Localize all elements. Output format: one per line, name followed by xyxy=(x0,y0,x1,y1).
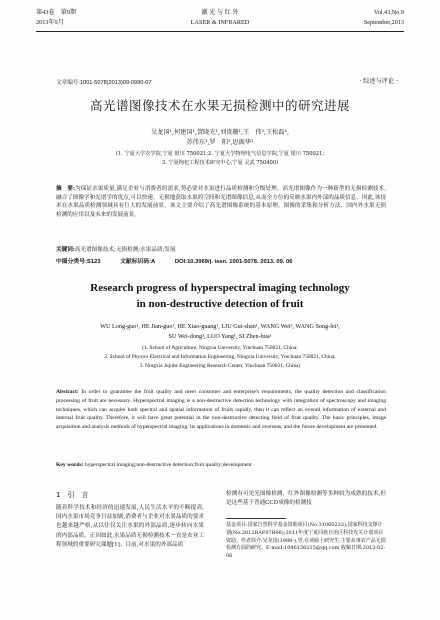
title-en-line: Research progress of hyperspectral imaging technology xyxy=(90,282,350,294)
header-journal-cn: 激 光 与 红 外 xyxy=(201,9,239,16)
abstract-chinese xyxy=(56,185,386,219)
keywords-cn-text: 高光谱图像技术;无损检测;水果品质;发展 xyxy=(74,247,176,253)
doi: DOI:10.3969/j. issn. 1001-5078. 2013. 09. 06 xyxy=(174,259,293,265)
classification-line xyxy=(56,256,386,265)
affiliation-cn-line: 3. 宁夏枸杞工程技术研究中心,宁夏 灵武 750400) xyxy=(161,160,279,166)
document-code: 文献标识码:A xyxy=(120,259,156,265)
affiliation-en-line: 3. Ningxia Jujube Engineering Research Center, Yinchuan 750021, China) xyxy=(139,363,301,369)
intro-heading: 1 引 言 xyxy=(56,491,89,499)
affiliation-en-line: (1. School of Agriculture, Ningxia University, Yinchuan 750021, China; xyxy=(142,345,298,351)
section-label: · 综述与评论 · xyxy=(359,78,398,85)
intro-left-column: 随着科学技术和经济的迅速发展,人民生活水平的不断提高,国内水果市场竞争日益加剧,消费者与企业对水果品质的要求也越来越严格,从以往仅关注水果的外部品质,逐步转向水果的内部品质。正因如此,水果品质无损检测技术一直是农业工程领域的重要研究课题[1]。目前,对水果的外部品质 xyxy=(56,505,204,548)
keywords-english xyxy=(56,462,386,468)
affiliations-chinese xyxy=(70,150,370,168)
authors-cn-line: 苏伟东³,罗 阳¹,思振华¹ xyxy=(186,139,254,146)
affiliation-cn-line: (1. 宁夏大学农学院,宁夏 银川 750021;2. 宁夏大学物理电气信息学院,宁夏 银川 750021; xyxy=(115,151,325,157)
abstract-en-label: Abstract: xyxy=(56,389,79,395)
header-rule xyxy=(36,31,404,32)
title-chinese: 高光谱图像技术在水果无损检测中的研究进展 xyxy=(89,98,350,113)
title-en-line: in non-destructive detection of fruit xyxy=(136,298,304,310)
clc-number: 中图分类号:S123 xyxy=(56,259,101,265)
running-header xyxy=(36,8,404,32)
header-date-cn: 2013年9月 xyxy=(36,19,64,26)
keywords-en-text: hyperspectral imaging;non-destructive detection;fruit quality;development xyxy=(84,462,252,468)
header-journal-en: LASER & INFRARED xyxy=(190,19,250,26)
abstract-english xyxy=(56,388,386,432)
keywords-cn-label: 关键词: xyxy=(56,247,75,253)
authors-en-line: SU Wei-dong³, LUO Yang¹, SI Zhen-hua¹ xyxy=(168,333,272,340)
intro-right-column: 检测有可见光图像检测、红外图像检测等多种较为成熟的技术,但是这些基于普通CCD成像的检测技 xyxy=(226,491,386,507)
article-number: 文章编号:1001-5078(2013)09-0990-07 xyxy=(56,80,152,86)
header-volume-en: Vol.43,No.9 xyxy=(374,9,404,16)
authors-english xyxy=(40,322,400,342)
footnote: 基金项目:国家自然科学基金资助项目(No.31060233);国家科技支撑计划(No.2012BAF07B06);2011年度宁夏回族自治区科技攻关计划项目资助。作者简介:吴龙国(1988-),男,在读硕士研究生,主要从事农产品无损检测方面的研究。E-mail:1046156215@qq.com 收稿日期:2013-02-06 xyxy=(226,522,386,560)
abstract-cn-label: 摘 要: xyxy=(56,186,76,192)
header-date-en: September,2013 xyxy=(363,19,404,26)
footnote-rule xyxy=(226,518,286,519)
authors-cn-line: 吴龙国¹,何建国¹,贺晓光¹,刘贵珊¹,王 伟²,王松磊¹, xyxy=(150,129,290,136)
abstract-en-text: In order to guarantee the fruit quality and meet consumer and enterprise's requirements, the quality detection and classification processing of fruit are necessary. Hyperspectral imaging is a non-destructive detection technology with integration of spectroscopy and imaging techniques, which can acquire both spectral and spatial information of fruits rapidly, then it can reflect an overall information of external and internal fruit quality. Therefore, it will have great potential in the non-destructive detecting field of fruit quality. The basic principles, image acquisition and analysis methods of hyperspectral imaging, its applications in domestic and overseas, and the future development are presented. xyxy=(56,389,386,431)
authors-en-line: WU Long-guo¹, HE Jian-guo¹, HE Xiao-guang¹, LIU Gui-shan¹, WANG Wei², WANG Song-lei¹, xyxy=(100,323,340,330)
affiliations-english xyxy=(50,344,390,371)
keywords-chinese xyxy=(56,245,386,253)
abstract-cn-text: 为保证水果质量,满足企业与消费者的需求,势必要对水果进行品质检测和分级处理。高光谱图像作为一种新型的无损检测技术,融合了图像学和光谱学的优点,可以快速、无损地获取水果的空间和光谱图像信息,从而全方位的反映水果内外部的品质信息。因此,该技术在水果品质检测领域具有巨大的发展前景。该文主要介绍了高光谱图像系统的基本原理、图像的采集和分析方法、国内外水果无损检测的应用以及未来的发展前景。 xyxy=(56,186,386,218)
header-volume-cn: 第43卷 第9期 xyxy=(36,9,77,16)
keywords-en-label: Key words: xyxy=(56,462,84,468)
title-english xyxy=(40,280,400,312)
authors-chinese xyxy=(60,128,380,148)
affiliation-en-line: 2. School of Physics Electrical and Information Engineering, Ningxia University, Yinchuan 750021, China; xyxy=(104,354,336,360)
